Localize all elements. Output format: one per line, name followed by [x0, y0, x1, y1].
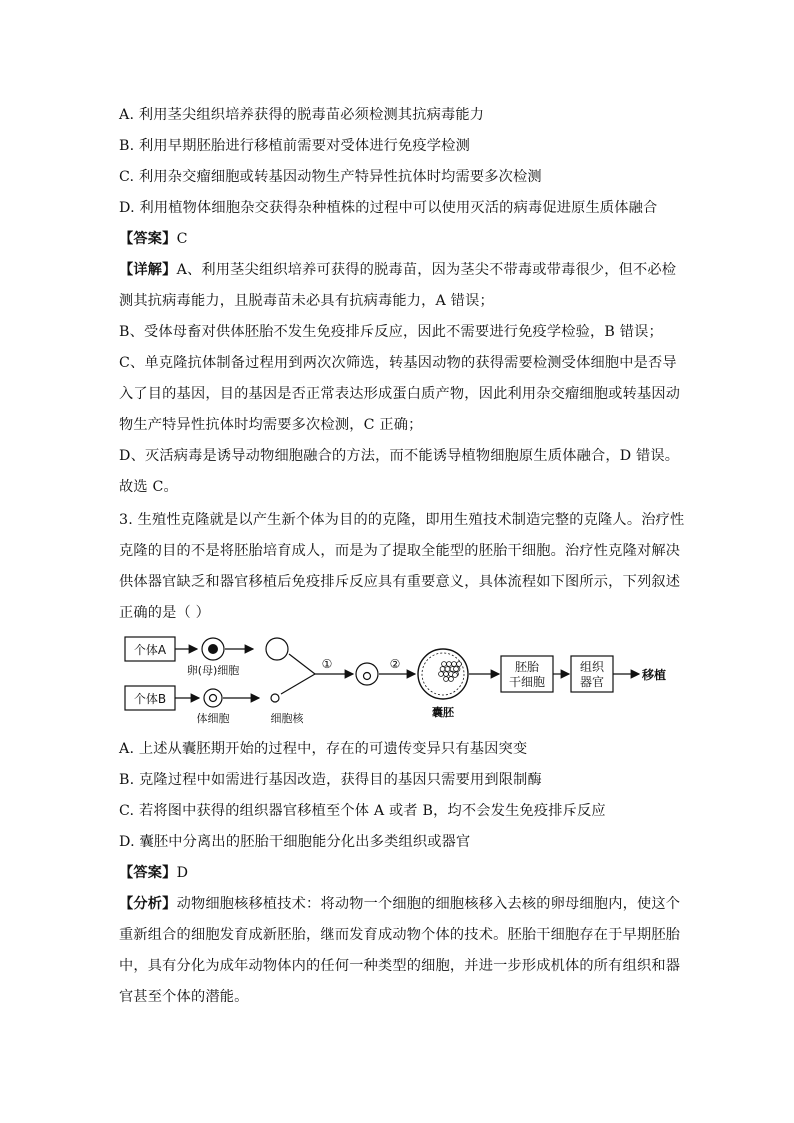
q3-option-c: C. 若将图中获得的组织器官移植至个体 A 或者 B，均不会发生免疫排斥反应	[119, 803, 606, 819]
blastocyst-shape	[418, 649, 468, 699]
q3-answer	[119, 862, 188, 882]
individual-a-label: 个体A	[133, 643, 167, 657]
stem-cell-label-1: 胚胎	[514, 660, 540, 674]
inner-cell-mass-cell	[444, 672, 449, 677]
q3-stem-line: 克隆的目的不是将胚胎培育成人，而是为了提取全能型的胚胎干细胞。治疗性克隆对解决	[119, 543, 681, 559]
inner-cell-mass-cell	[440, 667, 445, 672]
q2-explanation-line: C、单克隆抗体制备过程用到两次次筛选，转基因动物的获得需要检测受体细胞中是否导	[119, 355, 677, 371]
analysis-text: 动物细胞核移植技术：将动物一个细胞的细胞核移入去核的卵母细胞内，使这个	[176, 896, 681, 912]
reconstructed-cell-shape	[356, 663, 378, 685]
q3-analysis-line	[119, 893, 680, 913]
q3-analysis-line: 中，具有分化为成年动物体内的任何一种类型的细胞，并进一步形成机体的所有组织和器	[119, 958, 681, 974]
body-cell-nucleus-shape	[210, 695, 217, 702]
q3-option-a: A. 上述从囊胚期开始的过程中，存在的可遗传变异只有基因突变	[119, 741, 528, 757]
inner-cell-mass-cell	[452, 662, 457, 667]
step-2-label: ②	[389, 657, 401, 671]
q2-explanation-line: D、灭活病毒是诱导动物细胞融合的方法，而不能诱导植物细胞原生质体融合，D 错误。	[119, 448, 680, 464]
inner-cell-mass-cell	[445, 667, 450, 672]
merge-line	[289, 654, 315, 674]
q2-explanation-line: 物生产特异性抗体时均需要多次检测，C 正确；	[119, 417, 423, 433]
q2-option-a: A. 利用茎尖组织培养获得的脱毒苗必须检测其抗病毒能力	[119, 107, 485, 123]
blastocyst-label: 囊胚	[432, 706, 454, 719]
inner-cell-mass-cell	[453, 673, 458, 678]
q2-option-d: D. 利用植物体细胞杂交获得杂种植株的过程中可以使用灭活的病毒促进原生质体融合	[119, 200, 658, 216]
q2-option-c: C. 利用杂交瘤细胞或转基因动物生产特异性抗体时均需要多次检测	[119, 169, 542, 185]
analysis-tag: 【分析】	[119, 896, 177, 912]
reconstructed-nucleus-shape	[364, 673, 371, 680]
inner-cell-mass-cell	[457, 662, 462, 667]
q3-analysis-line: 重新组合的细胞发育成新胚胎，继而发育成动物个体的技术。胚胎干细胞存在于早期胚胎	[119, 927, 681, 943]
q2-explanation-line: 测其抗病毒能力，且脱毒苗未必具有抗病毒能力，A 错误；	[119, 293, 494, 309]
individual-b-label: 个体B	[133, 692, 167, 706]
q2-explanation-line: B、受体母畜对供体胚胎不发生免疫排斥反应，因此不需要进行免疫学检验，B 错误；	[119, 324, 663, 340]
q2-explanation-line: 故选 C。	[119, 479, 178, 495]
inner-cell-mass-cell	[447, 662, 452, 667]
nucleus-shape	[271, 694, 279, 702]
answer-tag: 【答案】	[119, 865, 177, 881]
explain-tag: 【详解】	[119, 262, 177, 278]
inner-cell-mass-cell	[444, 677, 449, 682]
q2-explanation-line	[119, 259, 676, 279]
body-cell-shape	[204, 689, 222, 707]
body-cell-label: 体细胞	[196, 712, 230, 725]
enucleated-egg-shape	[266, 638, 288, 660]
q3-analysis-line: 官甚至个体的潜能。	[119, 989, 249, 1005]
inner-cell-mass-cell	[439, 672, 444, 677]
answer-tag: 【答案】	[119, 231, 177, 247]
answer-value: C	[176, 231, 188, 247]
inner-cell-mass-cell	[449, 677, 454, 682]
inner-cell-mass-cell	[442, 662, 447, 667]
q3-stem-line: 供体器官缺乏和器官移植后免疫排斥反应具有重要意义，具体流程如下图所示，下列叙述	[119, 574, 681, 590]
answer-value: D	[176, 865, 189, 881]
merge-line	[281, 674, 315, 694]
q3-option-b: B. 克隆过程中如需进行基因改造，获得目的基因只需要用到限制酶	[119, 772, 542, 788]
egg-cell-label: 卵(母)细胞	[186, 664, 240, 677]
q2-explanation-line: 入了目的基因，目的基因是否正常表达形成蛋白质产物，因此利用杂交瘤细胞或转基因动	[119, 386, 681, 402]
tissue-label-2: 器官	[579, 675, 605, 689]
step-1-label: ①	[321, 657, 333, 671]
explanation-text: A、利用茎尖组织培养可获得的脱毒苗，因为茎尖不带毒或带毒很少，但不必检	[176, 262, 677, 278]
q3-stem-line: 正确的是（ ）	[119, 605, 211, 621]
q3-stem-line: 3. 生殖性克隆就是以产生新个体为目的的克隆，即用生殖技术制造完整的克隆人。治疗性	[119, 512, 685, 528]
nucleus-label: 细胞核	[270, 712, 304, 725]
tissue-label-1: 组织	[579, 660, 605, 674]
q2-option-b: B. 利用早期胚胎进行移植前需要对受体进行免疫学检测	[119, 138, 470, 154]
q3-option-d: D. 囊胚中分离出的胚胎干细胞能分化出多类组织或器官	[119, 834, 471, 850]
transplant-label: 移植	[642, 668, 667, 682]
q2-answer	[119, 228, 188, 248]
inner-cell-mass-cell	[454, 667, 459, 672]
stem-cell-label-2: 干细胞	[508, 675, 546, 689]
egg-nucleus-shape	[208, 644, 218, 654]
cloning-flow-diagram	[119, 630, 679, 730]
